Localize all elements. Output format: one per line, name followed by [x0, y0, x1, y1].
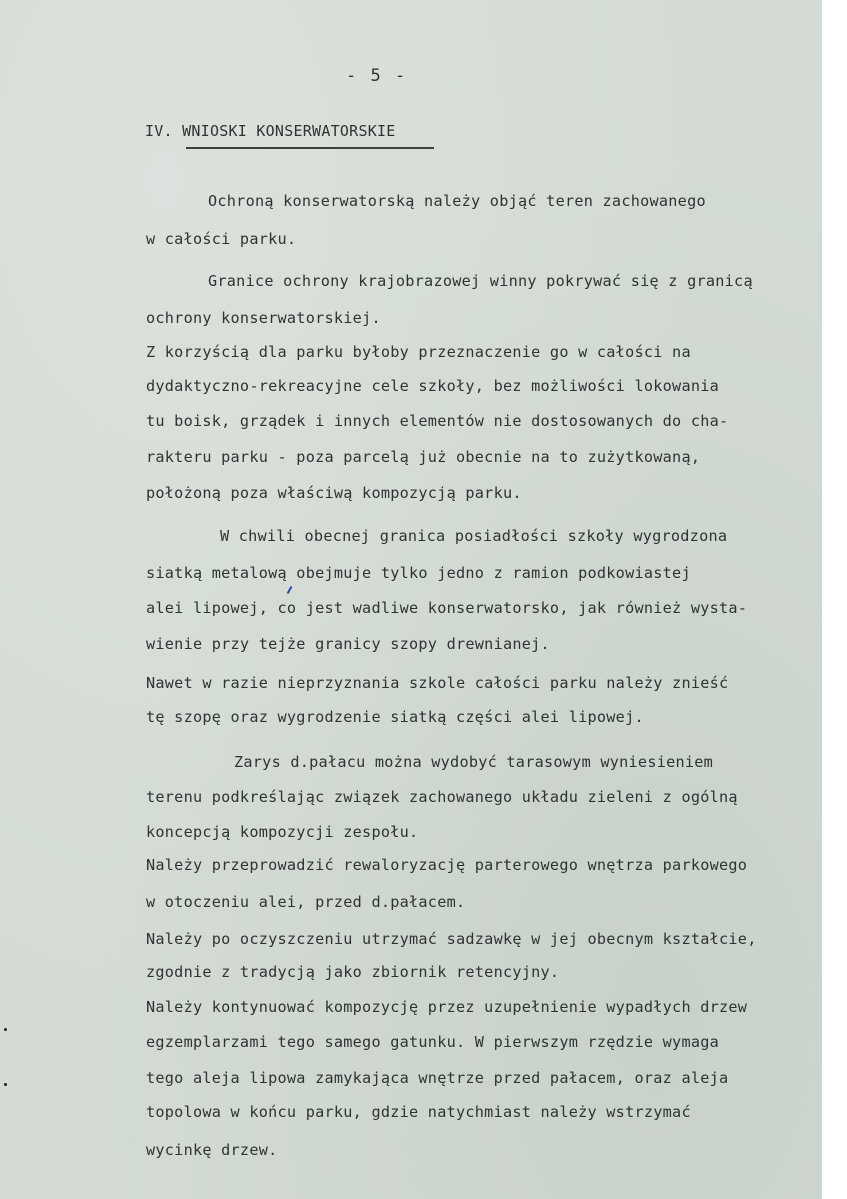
text-line: Granice ochrony krajobrazowej winny pokrywać się z granicą — [208, 272, 753, 290]
text-line: terenu podkreślając związek zachowanego układu zieleni z ogólną — [146, 788, 738, 806]
text-line: Nawet w razie nieprzyznania szkole całości parku należy znieść — [146, 674, 729, 692]
text-line: położoną poza właściwą kompozycją parku. — [146, 484, 522, 502]
text-line: egzemplarzami tego samego gatunku. W pierwszym rzędzie wymaga — [146, 1033, 720, 1051]
text-line: koncepcją kompozycji zespołu. — [146, 823, 419, 841]
page-number: - 5 - — [346, 66, 408, 86]
section-heading: IV. WNIOSKI KONSERWATORSKIE — [145, 122, 396, 140]
text-line: siatką metalową obejmuje tylko jedno z ramion podkowiastej — [146, 564, 691, 582]
page-edge-background — [822, 0, 847, 1199]
text-line: topolowa w końcu parku, gdzie natychmiast należy wstrzymać — [146, 1103, 691, 1121]
binding-hole — [4, 1083, 7, 1086]
heading-underline — [186, 147, 434, 149]
text-line: dydaktyczno-rekreacyjne cele szkoły, bez możliwości lokowania — [146, 377, 720, 395]
text-line: tę szopę oraz wygrodzenie siatką części alei lipowej. — [146, 708, 644, 726]
text-line: ochrony konserwatorskiej. — [146, 309, 381, 327]
text-line: wycinkę drzew. — [146, 1141, 278, 1159]
text-line: Należy po oczyszczeniu utrzymać sadzawkę w jej obecnym kształcie, — [146, 930, 757, 948]
text-line: alei lipowej, co jest wadliwe konserwatorsko, jak również wysta- — [146, 599, 748, 617]
text-line: Ochroną konserwatorską należy objąć teren zachowanego — [208, 192, 706, 210]
text-line: Zarys d.pałacu można wydobyć tarasowym wyniesieniem — [234, 753, 714, 771]
text-line: rakteru parku - poza parcelą już obecnie na to zużytkowaną, — [146, 448, 701, 466]
binding-hole — [4, 1028, 7, 1031]
text-line: wienie przy tejże granicy szopy drewnianej. — [146, 635, 550, 653]
text-line: tu boisk, grządek i innych elementów nie dostosowanych do cha- — [146, 412, 729, 430]
text-line: Należy przeprowadzić rewaloryzację parterowego wnętrza parkowego — [146, 856, 748, 874]
text-line: w całości parku. — [146, 230, 297, 248]
text-line: zgodnie z tradycją jako zbiornik retencyjny. — [146, 963, 560, 981]
text-line: Z korzyścią dla parku byłoby przeznaczenie go w całości na — [146, 343, 691, 361]
text-line: Należy kontynuować kompozycję przez uzupełnienie wypadłych drzew — [146, 998, 748, 1016]
text-line: W chwili obecnej granica posiadłości szkoły wygrodzona — [220, 527, 728, 545]
text-line: w otoczeniu alei, przed d.pałacem. — [146, 893, 466, 911]
pen-correction-mark — [287, 586, 300, 598]
text-line: tego aleja lipowa zamykająca wnętrze przed pałacem, oraz aleja — [146, 1069, 729, 1087]
